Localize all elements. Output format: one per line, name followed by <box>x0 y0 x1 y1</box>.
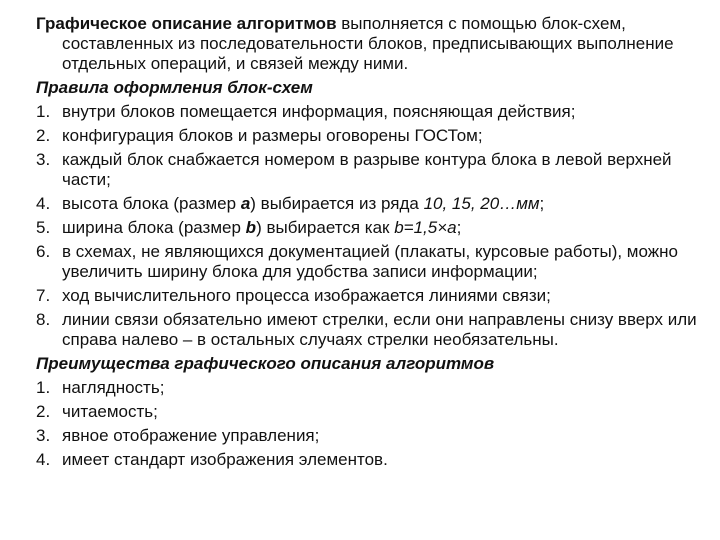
rules-item-text-a: ширина блока (размер <box>62 218 246 237</box>
advantages-item-text: читаемость; <box>62 402 158 421</box>
advantages-item-number: 3. <box>36 426 51 445</box>
advantages-item-number: 2. <box>36 402 51 421</box>
advantages-item-text: явное отображение управления; <box>62 426 320 445</box>
rules-item-7 <box>36 286 700 306</box>
size-range: 10, 15, 20…мм <box>423 194 540 213</box>
document-page <box>36 14 700 470</box>
advantages-item-1 <box>36 378 700 398</box>
rules-item-number: 7. <box>36 286 51 305</box>
rules-item-text-c: ; <box>456 218 462 237</box>
rules-item-text: линии связи обязательно имеют стрелки, если они направлены снизу вверх или справа налево – в остальных случаях стрелки необязательны. <box>62 310 697 349</box>
rules-item-number: 1. <box>36 102 51 121</box>
rules-item-text: ход вычислительного процесса изображается линиями связи; <box>62 286 551 305</box>
rules-item-8 <box>36 310 700 350</box>
rules-item-4 <box>36 194 700 214</box>
intro-lead: Графическое описание алгоритмов <box>36 14 337 33</box>
intro-text: выполняется с помощью блок-схем, составленных из последовательности блоков, предписывающих выполнение отдельных операций, и связей между ними. <box>62 14 674 73</box>
rules-item-5 <box>36 218 700 238</box>
rules-item-6 <box>36 242 700 282</box>
advantages-item-3 <box>36 426 700 446</box>
rules-item-number: 4. <box>36 194 51 213</box>
rules-item-3 <box>36 150 700 190</box>
rules-item-1 <box>36 102 700 122</box>
rules-item-text-c: ; <box>539 194 545 213</box>
rules-item-text-a: высота блока (размер <box>62 194 241 213</box>
rules-item-text: конфигурация блоков и размеры оговорены ГОСТом; <box>62 126 483 145</box>
variable-b: b <box>245 218 257 237</box>
rules-item-number: 2. <box>36 126 51 145</box>
advantages-item-text: имеет стандарт изображения элементов. <box>62 450 388 469</box>
advantages-item-text: наглядность; <box>62 378 165 397</box>
rules-item-text-b: ) выбирается из ряда <box>250 194 424 213</box>
rules-item-number: 8. <box>36 310 51 329</box>
width-formula: b=1,5×a <box>394 218 457 237</box>
rules-item-text-b: ) выбирается как <box>256 218 395 237</box>
rules-item-number: 6. <box>36 242 51 261</box>
rules-item-2 <box>36 126 700 146</box>
advantages-heading: Преимущества графического описания алгоритмов <box>36 354 495 373</box>
advantages-item-2 <box>36 402 700 422</box>
advantages-item-4 <box>36 450 700 470</box>
rules-item-number: 5. <box>36 218 51 237</box>
advantages-item-number: 1. <box>36 378 51 397</box>
rules-item-number: 3. <box>36 150 51 169</box>
variable-a: a <box>240 194 251 213</box>
rules-item-text: внутри блоков помещается информация, поясняющая действия; <box>62 102 576 121</box>
rules-item-text: в схемах, не являющихся документацией (плакаты, курсовые работы), можно увеличить ширину блока для удобства записи информации; <box>62 242 678 281</box>
rules-item-text: каждый блок снабжается номером в разрыве контура блока в левой верхней части; <box>62 150 672 189</box>
intro-paragraph <box>36 14 700 74</box>
rules-heading: Правила оформления блок-схем <box>36 78 313 97</box>
advantages-item-number: 4. <box>36 450 51 469</box>
